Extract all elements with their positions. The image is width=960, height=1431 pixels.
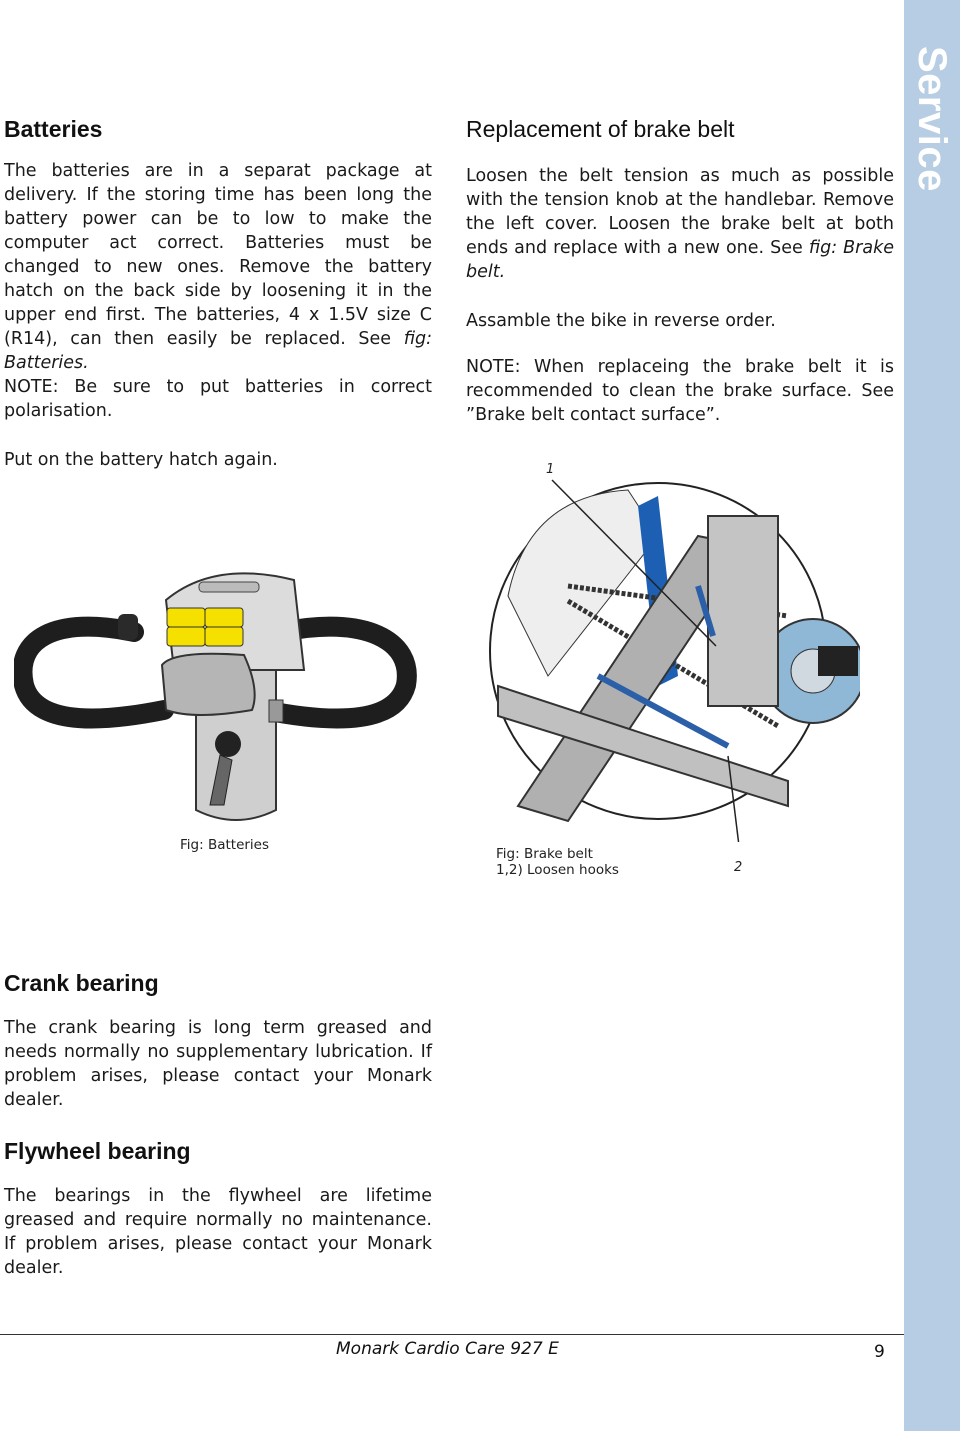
page-number: 9 — [874, 1342, 885, 1362]
brake-belt-heading: Replacement of brake belt — [466, 116, 735, 142]
footer-divider — [0, 1334, 904, 1335]
batteries-heading: Batteries — [4, 116, 103, 142]
brake-belt-caption-note: 1,2) Loosen hooks — [496, 862, 619, 878]
brake-belt-note: NOTE: When replaceing the brake belt it is recommended to clean the brake surface. See ”Brake belt contact surface”. — [466, 357, 894, 425]
batteries-paragraph — [4, 159, 432, 375]
brake-belt-callout-1: 1 — [546, 462, 555, 477]
batteries-note: NOTE: Be sure to put batteries in correct polarisation. — [4, 377, 432, 421]
batteries-illustration — [14, 560, 420, 830]
brake-belt-paragraph-text: Loosen the belt tension as much as possible with the tension knob at the handlebar. Remove the left cover. Loosen the brake belt at both ends and replace with a new one. See — [466, 166, 894, 258]
flywheel-bearing-paragraph: The bearings in the flywheel are lifetime greased and require normally no maintenance. If problem arises, please contact your Monark dealer. — [4, 1186, 432, 1278]
section-label: Service — [910, 46, 954, 192]
brake-belt-illustration — [488, 476, 860, 842]
batteries-hatch-paragraph: Put on the battery hatch again. — [4, 450, 278, 470]
brake-belt-callout-2: 2 — [734, 860, 743, 875]
brake-belt-figure-caption — [496, 846, 619, 878]
crank-bearing-paragraph: The crank bearing is long term greased and needs normally no supplementary lubrication. If problem arises, please contact your Monark dealer. — [4, 1018, 432, 1110]
batteries-figure-reference: fig: Batteries. — [4, 329, 432, 373]
batteries-figure-caption: Fig: Batteries — [180, 837, 270, 853]
batteries-paragraph-text: The batteries are in a separat package at delivery. If the storing time has been long the battery power can be to low to make the computer act correct. Batteries must be changed to new ones. Remove the battery hatch on the back side by loosening it in the upper end first. The batteries, 4 x 1.5V size C (R14), can then easily be replaced. See — [4, 161, 432, 349]
flywheel-bearing-heading: Flywheel bearing — [4, 1138, 191, 1164]
brake-belt-figure-reference: fig: Brake belt. — [466, 238, 894, 282]
brake-belt-caption-title: Fig: Brake belt — [496, 846, 593, 862]
brake-belt-paragraph — [466, 164, 894, 284]
crank-bearing-heading: Crank bearing — [4, 970, 159, 996]
brake-belt-assemble: Assamble the bike in reverse order. — [466, 311, 776, 331]
footer-document-title: Monark Cardio Care 927 E — [336, 1339, 559, 1359]
